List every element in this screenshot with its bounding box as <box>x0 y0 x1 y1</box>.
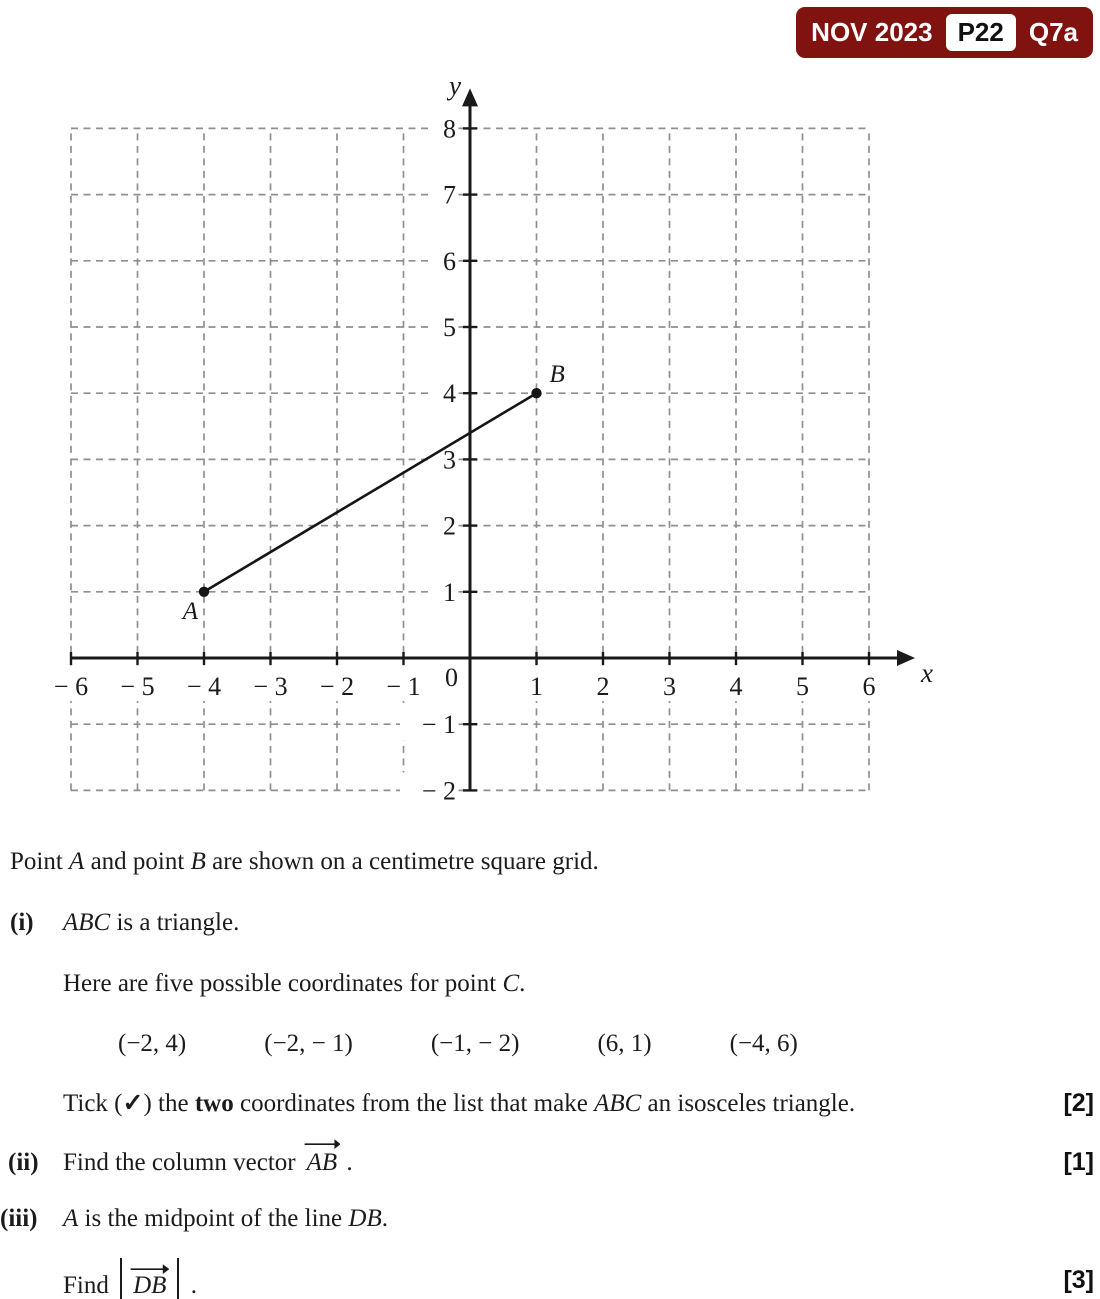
paper-number-label: P22 <box>946 14 1016 51</box>
option-coordinate-4[interactable]: (6, 1) <box>597 1030 652 1057</box>
marks-part-ii: [1] <box>1063 1148 1094 1176</box>
option-coordinate-5[interactable]: (−4, 6) <box>729 1030 798 1057</box>
point-c-ref: C <box>502 970 520 997</box>
svg-text:5: 5 <box>796 672 809 701</box>
coordinate-options <box>118 1030 798 1058</box>
vector-ab: AB <box>304 1148 341 1179</box>
svg-text:6: 6 <box>443 246 456 276</box>
svg-text:1: 1 <box>443 577 456 607</box>
point-b-ref: B <box>190 848 206 875</box>
exam-question-page: NOV 2023 P22 Q7a 1 2 3 4 5 6 − 6 − 5 − 4 − 3 − 2 − 1 1 2 3 4 5 6 7 8 − 2 − 1 0 x y A B Point A and point B are shown on a centimetre square grid. (i) ABC is a triangle. Here are five possible coordinates for point C. (−2, 4) (−2, − 1) (−1, − 2) (6, 1) (−4, 6) Tick (✓) the two coordinates from the list that make ABC an isosceles triangle. [2] (ii) Find the column vector AB . [1] (iii) A is the midpoint of the line DB. Find DB . [3] <box>0 0 1100 1299</box>
option-coordinate-1[interactable]: (−2, 4) <box>118 1030 187 1057</box>
marks-part-iii: [3] <box>1063 1266 1094 1294</box>
svg-text:4: 4 <box>729 672 743 701</box>
option-coordinate-2[interactable]: (−2, − 1) <box>264 1030 353 1057</box>
option-coordinate-3[interactable]: (−1, − 2) <box>430 1030 520 1057</box>
svg-text:x: x <box>921 658 933 688</box>
svg-text:− 1: − 1 <box>386 672 421 701</box>
svg-text:− 3: − 3 <box>253 672 288 701</box>
svg-text:− 5: − 5 <box>120 672 155 701</box>
svg-text:7: 7 <box>443 180 456 210</box>
svg-text:3: 3 <box>443 445 456 475</box>
svg-text:A: A <box>182 597 198 625</box>
svg-text:− 2: − 2 <box>319 672 355 701</box>
part-ii-number: (ii) <box>8 1149 39 1176</box>
svg-text:− 1: − 1 <box>421 710 456 740</box>
svg-text:2: 2 <box>596 672 610 701</box>
magnitude-bars <box>120 1258 179 1299</box>
vector-arrow-icon <box>130 1261 169 1274</box>
svg-text:8: 8 <box>443 114 456 144</box>
svg-text:1: 1 <box>530 672 543 701</box>
svg-text:− 6: − 6 <box>53 672 89 701</box>
svg-text:y: y <box>449 70 461 101</box>
marks-part-i: [2] <box>1063 1089 1094 1117</box>
svg-text:− 2: − 2 <box>421 776 456 806</box>
point-a-ref: A <box>69 848 85 875</box>
svg-text:5: 5 <box>443 313 456 342</box>
part-i-number: (i) <box>10 909 34 936</box>
check-icon: ✓ <box>122 1090 144 1117</box>
question-number-label: Q7a <box>1028 17 1078 47</box>
svg-text:B: B <box>549 361 565 389</box>
svg-text:0: 0 <box>445 663 458 692</box>
svg-text:3: 3 <box>663 672 676 701</box>
vector-arrow-icon <box>304 1136 341 1149</box>
exam-session-label: NOV 2023 <box>811 17 933 47</box>
svg-text:6: 6 <box>862 672 876 701</box>
svg-text:2: 2 <box>443 511 456 541</box>
svg-text:− 4: − 4 <box>186 672 222 701</box>
part-iii-number: (iii) <box>0 1205 38 1232</box>
svg-text:4: 4 <box>443 379 456 409</box>
vector-db: DB <box>130 1273 169 1298</box>
